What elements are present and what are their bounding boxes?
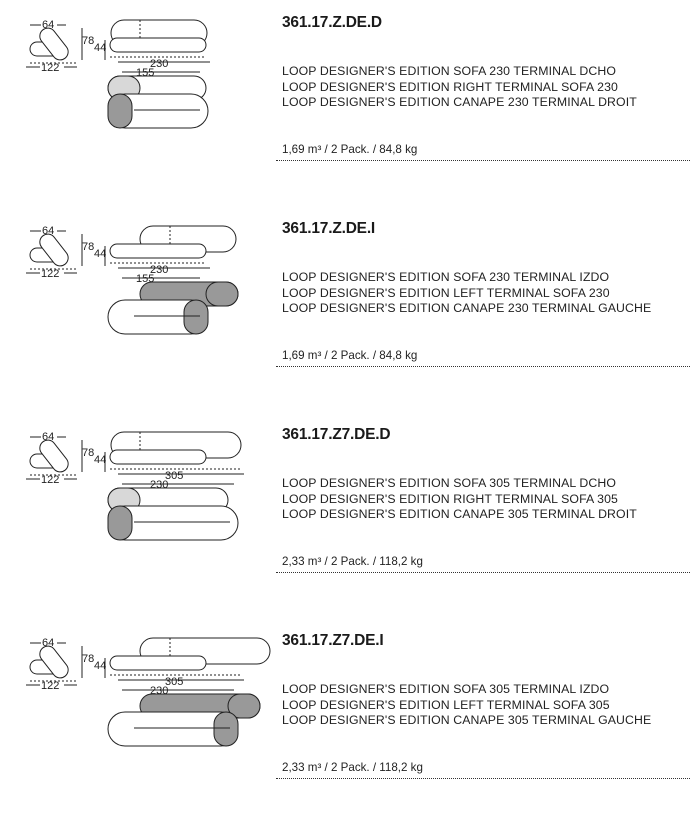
packaging-specs: 2,33 m³ / 2 Pack. / 118,2 kg (282, 761, 423, 774)
plan-view (108, 694, 260, 746)
product-description (282, 476, 637, 523)
dim-seat: 44 (94, 248, 107, 260)
packaging-specs: 2,33 m³ / 2 Pack. / 118,2 kg (282, 555, 423, 568)
dim-depth: 122 (41, 474, 60, 486)
product-code: 361.17.Z7.DE.I (282, 632, 384, 649)
dim-side-top: 64 (42, 637, 55, 649)
front-view (110, 638, 270, 690)
product-code: 361.17.Z.DE.I (282, 220, 376, 237)
description-line-es: LOOP DESIGNER'S EDITION SOFA 230 TERMINAL IZDO (282, 270, 610, 284)
technical-drawing (20, 216, 260, 341)
front-view (110, 226, 236, 278)
dim-depth: 122 (41, 680, 60, 692)
dim-seat: 44 (94, 660, 107, 672)
description-line-es: LOOP DESIGNER'S EDITION SOFA 305 TERMINAL IZDO (282, 682, 610, 696)
description-line-es: LOOP DESIGNER'S EDITION SOFA 230 TERMINAL DCHO (282, 64, 617, 78)
technical-drawing (20, 422, 260, 547)
dotted-divider (276, 160, 690, 161)
plan-view (108, 76, 208, 128)
product-description (282, 270, 651, 317)
plan-view (108, 488, 238, 540)
dim-height: 78 (82, 35, 95, 47)
dim-depth: 122 (41, 268, 60, 280)
dim-width-b: 155 (136, 273, 155, 285)
product-description (282, 64, 637, 111)
sofa-drawing-svg (20, 216, 260, 341)
sofa-drawing-svg (20, 422, 260, 547)
product-description (282, 682, 651, 729)
dim-side-top: 64 (42, 19, 55, 31)
description-line-fr: LOOP DESIGNER'S EDITION CANAPE 305 TERMINAL GAUCHE (282, 713, 652, 728)
description-line-en: LOOP DESIGNER'S EDITION RIGHT TERMINAL SOFA 230 (282, 79, 618, 94)
plan-view (108, 282, 238, 334)
dim-width-a: 230 (150, 264, 169, 276)
packaging-specs: 1,69 m³ / 2 Pack. / 84,8 kg (282, 143, 418, 156)
dim-side-top: 64 (42, 431, 55, 443)
technical-drawing (20, 10, 260, 135)
product-entry (0, 412, 693, 618)
dim-height: 78 (82, 653, 95, 665)
dim-seat: 44 (94, 42, 107, 54)
packaging-specs: 1,69 m³ / 2 Pack. / 84,8 kg (282, 349, 418, 362)
dim-depth: 122 (41, 62, 60, 74)
dim-width-a: 305 (165, 470, 184, 482)
description-line-es: LOOP DESIGNER'S EDITION SOFA 305 TERMINAL DCHO (282, 476, 617, 490)
technical-drawing (20, 628, 260, 753)
dotted-divider (276, 572, 690, 573)
dotted-divider (276, 366, 690, 367)
description-line-fr: LOOP DESIGNER'S EDITION CANAPE 305 TERMINAL DROIT (282, 507, 637, 522)
product-code: 361.17.Z.DE.D (282, 14, 382, 31)
dotted-divider (276, 778, 690, 779)
description-line-en: LOOP DESIGNER'S EDITION LEFT TERMINAL SOFA 305 (282, 697, 610, 712)
dim-height: 78 (82, 241, 95, 253)
dim-width-b: 230 (150, 685, 169, 697)
dim-seat: 44 (94, 454, 107, 466)
sofa-drawing-svg (20, 10, 260, 135)
product-code: 361.17.Z7.DE.D (282, 426, 391, 443)
description-line-en: LOOP DESIGNER'S EDITION RIGHT TERMINAL SOFA 305 (282, 491, 618, 506)
dim-height: 78 (82, 447, 95, 459)
description-line-fr: LOOP DESIGNER'S EDITION CANAPE 230 TERMINAL GAUCHE (282, 301, 652, 316)
dim-width-a: 230 (150, 58, 169, 70)
dim-width-b: 155 (136, 67, 155, 79)
product-entry (0, 618, 693, 824)
sofa-drawing-svg (20, 628, 260, 753)
dim-width-a: 305 (165, 676, 184, 688)
description-line-fr: LOOP DESIGNER'S EDITION CANAPE 230 TERMINAL DROIT (282, 95, 637, 110)
product-entry (0, 206, 693, 412)
dim-side-top: 64 (42, 225, 55, 237)
product-entry (0, 0, 693, 206)
description-line-en: LOOP DESIGNER'S EDITION LEFT TERMINAL SOFA 230 (282, 285, 610, 300)
dim-width-b: 230 (150, 479, 169, 491)
